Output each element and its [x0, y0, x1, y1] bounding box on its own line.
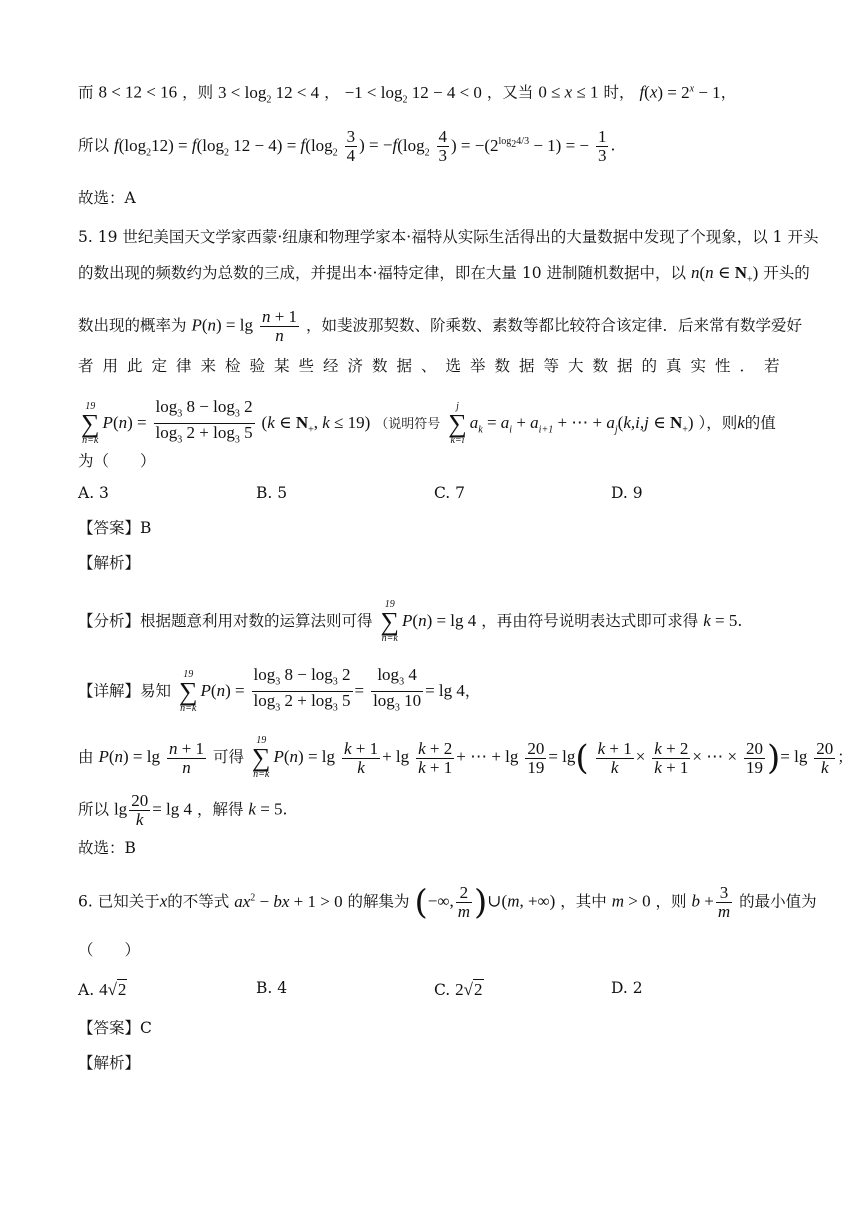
prev-solution-line-1: 而 8 < 12 < 16 ，则 $3 < \log_2 12 < 4$ ， $-1 < \log_2 12 - 4 < 0$ ，又当 0 ≤ x ≤ 1 时， $f(x) = 2^x - 1$，: [78, 82, 737, 106]
prev-solution-line-2: 所以 $f(\log_212) = f(\log_2$ $12 - 4) = f(\log_2$ $\frac{3}{4}$ ) = $-f(\log_2$ $\frac{4}{3}$ ) = $-(2^{log_24/3} - 1)$ = − $\frac{1}{3}$ .: [78, 127, 616, 165]
q6-option-c[interactable]: C. 2√2: [434, 980, 483, 999]
q5-detailed-step-3: 所以 lg $\frac{20}{k}$ = lg 4 ，解得 k = 5.: [78, 791, 288, 829]
q5-analysis-title: 【解析】: [78, 554, 141, 572]
q5-detailed-step-1: 【详解】易知 19 ∑ n=k P(n) = $\frac{\log_3 8 - \log_3 2}{\log_3 2 + \log_3 5}$ = $\frac{\log_3 4}{\log_3 10}$ = lg 4，: [78, 665, 481, 714]
q5-option-b[interactable]: B. 5: [256, 484, 288, 502]
q5-stem-line-5: 19 ∑ n=k P(n) = $\frac{\log_3 8 - \log_3 2}{\log_3 2 + \log_3 5}$ (k ∈ $N_+$, k ≤ 19) （说明符号 j ∑ k=i $a_k = a_i + a_{i+1}$ + ⋯ + $a_j(k,i,j$ ∈ $N_+$) ），则k的值: [81, 397, 776, 446]
q5-detailed-step-2: 由 P(n) = lg $\frac{n + 1}{n}$ 可得 19 ∑ n=k P(n) = lg $\frac{k + 1}{k}$ + lg $\frac{k + 2}{k + 1}$ + ⋯ + lg $\frac{20}{19}$ = lg( $\frac{k + 1}{k}$ × $\frac{k + 2}{k + 1}$ × ⋯ × $\frac{20}{19}$ )= lg $\frac{20}{k}$ ；: [78, 735, 853, 780]
q6-option-a[interactable]: A. 4√2: [78, 980, 127, 999]
q5-option-a[interactable]: A. 3: [78, 484, 109, 502]
q5-option-c[interactable]: C. 7: [434, 484, 466, 502]
q6-option-d[interactable]: D. 2: [611, 979, 643, 997]
q6-option-b[interactable]: B. 4: [256, 979, 288, 997]
q5-analysis-summary: 【分析】根据题意利用对数的运算法则可得 19 ∑ n=k P(n) = lg 4 ，再由符号说明表达式即可求得 k = 5.: [78, 599, 743, 644]
q6-stem-line-2: （ ）: [78, 941, 141, 959]
q6-stem-line-1: 6. 已知关于x的不等式 $ax^2$ − bx + 1 > 0 的解集为 (−∞, $\frac{2}{m}$ )∪(m, +∞) ，其中 m > 0 ，则 b + $\frac{3}{m}$ 的最小值为: [78, 882, 817, 923]
prev-choice: 故选：A: [78, 189, 136, 207]
q5-stem-line-3: 数出现的概率为 P(n) = lg $\frac{n + 1}{n}$ ，如斐波那契数、阶乘数、素数等都比较符合该定律．后来常有数学爱好: [78, 307, 802, 345]
q5-stem-line-1: 5. 19 世纪美国天文学家西蒙·纽康和物理学家本·福特从实际生活得出的大量数据中发现了个现象，以 1 开头: [78, 228, 819, 246]
q5-stem-line-4: 者用此定律来检验某些经济数据、选举数据等大数据的真实性．若: [78, 357, 789, 375]
q5-stem-line-6: 为（ ）: [78, 452, 156, 470]
q6-answer: 【答案】C: [78, 1019, 152, 1037]
q5-answer: 【答案】B: [78, 519, 152, 537]
q5-stem-line-2: 的数出现的频数约为总数的三成，并提出本·福特定律，即在大量 10 进制随机数据中，以 n(n ∈ $N_+$) 开头的: [78, 263, 810, 286]
q5-choice: 故选：B: [78, 839, 136, 857]
q6-analysis-title: 【解析】: [78, 1054, 141, 1072]
q5-option-d[interactable]: D. 9: [611, 484, 643, 502]
